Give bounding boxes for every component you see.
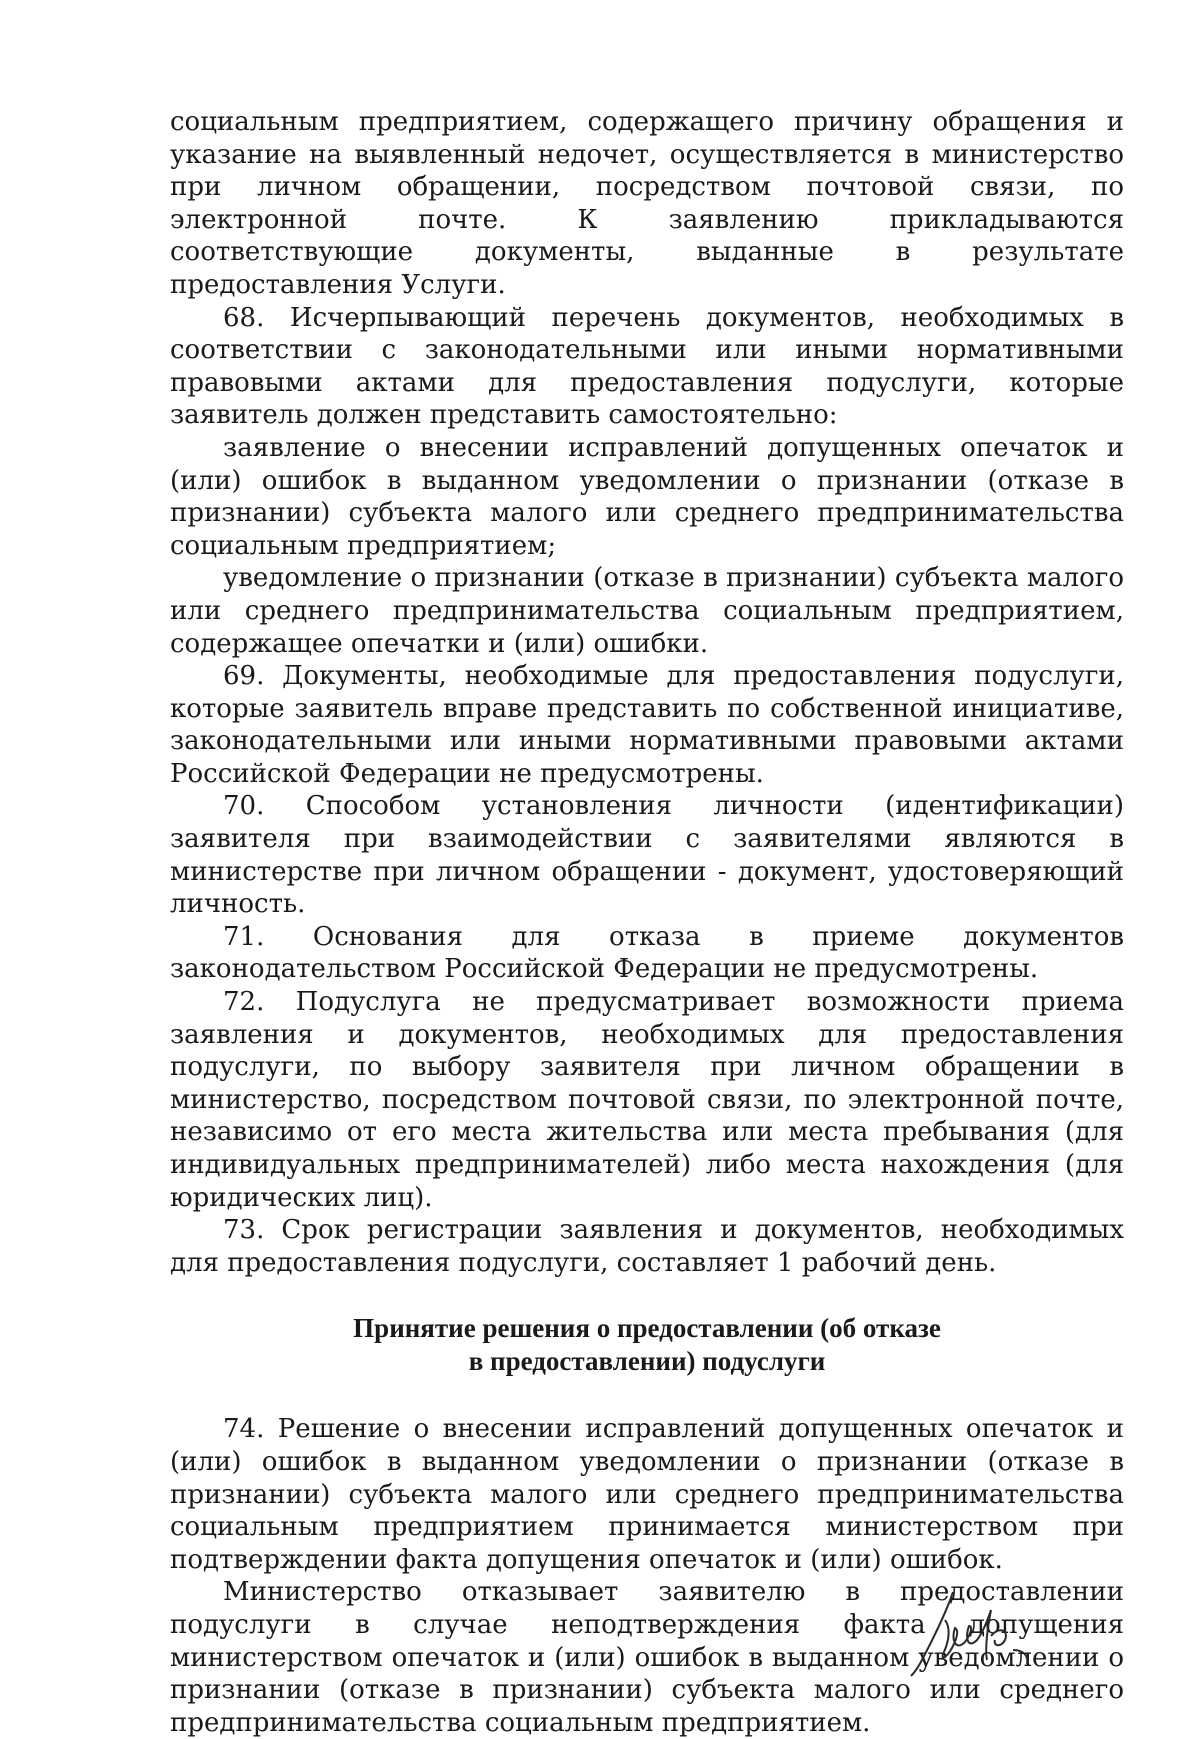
paragraph-68a: заявление о внесении исправлений допущенных опечаток и (или) ошибок в выданном уведомлении о признании (отказе в признании) субъекта малого или среднего предпринимательства социальным предприятием; bbox=[170, 432, 1124, 561]
paragraph-cont: социальным предприятием, содержащего причину обращения и указание на выявленный недочет, осуществляется в министерство при личном обращении, посредством почтовой связи, по электронной почте. К заявлению прикладываются соответствующие документы, выданные в результате предоставления Услуги. bbox=[170, 107, 1124, 300]
paragraphs-top bbox=[170, 106, 1124, 1279]
section-heading-line-1: Принятие решения о предоставлении (об отказе bbox=[353, 1313, 941, 1344]
paragraph-74: 74. Решение о внесении исправлений допущенных опечаток и (или) ошибок в выданном уведомлении о признании (отказе в признании) субъекта малого или среднего предпринимательства социальным предприятием принимается министерством при подтверждении факта допущения опечаток и (или) ошибок. bbox=[170, 1414, 1124, 1575]
paragraph-69: 69. Документы, необходимые для предоставления подуслуги, которые заявитель вправе представить по собственной инициативе, законодательными или иными нормативными правовыми актами Российской Федерации не предусмотрены. bbox=[170, 661, 1124, 789]
document-page bbox=[170, 106, 1124, 1739]
paragraph-70: 70. Способом установления личности (идентификации) заявителя при взаимодействии с заявителями являются в министерстве при личном обращении - документ, удостоверяющий личность. bbox=[170, 791, 1124, 920]
handwritten-signature-icon bbox=[895, 1580, 1055, 1680]
paragraph-73: 73. Срок регистрации заявления и документов, необходимых для предоставления подуслуги, составляет 1 рабочий день. bbox=[170, 1215, 1124, 1278]
paragraph-71: 71. Основания для отказа в приеме документов законодательством Российской Федерации не предусмотрены. bbox=[170, 921, 1124, 985]
paragraph-72: 72. Подуслуга не предусматривает возможности приема заявления и документов, необходимых для предоставления подуслуги, по выбору заявителя при личном обращении в министерство, посредством почтовой связи, по электронной почте, независимо от его места жительства или места пребывания (для индивидуальных предпринимателей) либо места нахождения (для юридических лиц). bbox=[170, 987, 1124, 1213]
paragraph-74b: Министерство отказывает заявителю в предоставлении подуслуги в случае неподтверждения факта допущения министерством опечаток и (или) ошибок в выданном уведомлении о признании (отказе в признании) субъекта малого или среднего предпринимательства социальным предприятием. bbox=[170, 1577, 1124, 1738]
paragraph-68b: уведомление о признании (отказе в признании) субъекта малого или среднего предпринимательства социальным предприятием, содержащее опечатки и (или) ошибки. bbox=[170, 563, 1124, 659]
paragraph-68: 68. Исчерпывающий перечень документов, необходимых в соответствии с законодательными или иными нормативными правовыми актами для предоставления подуслуги, которые заявитель должен представить самостоятельно: bbox=[170, 302, 1124, 431]
paragraphs-bottom bbox=[170, 1413, 1124, 1739]
section-heading bbox=[170, 1312, 1124, 1378]
section-heading-line-2: в предоставлении) подуслуги bbox=[468, 1346, 826, 1377]
